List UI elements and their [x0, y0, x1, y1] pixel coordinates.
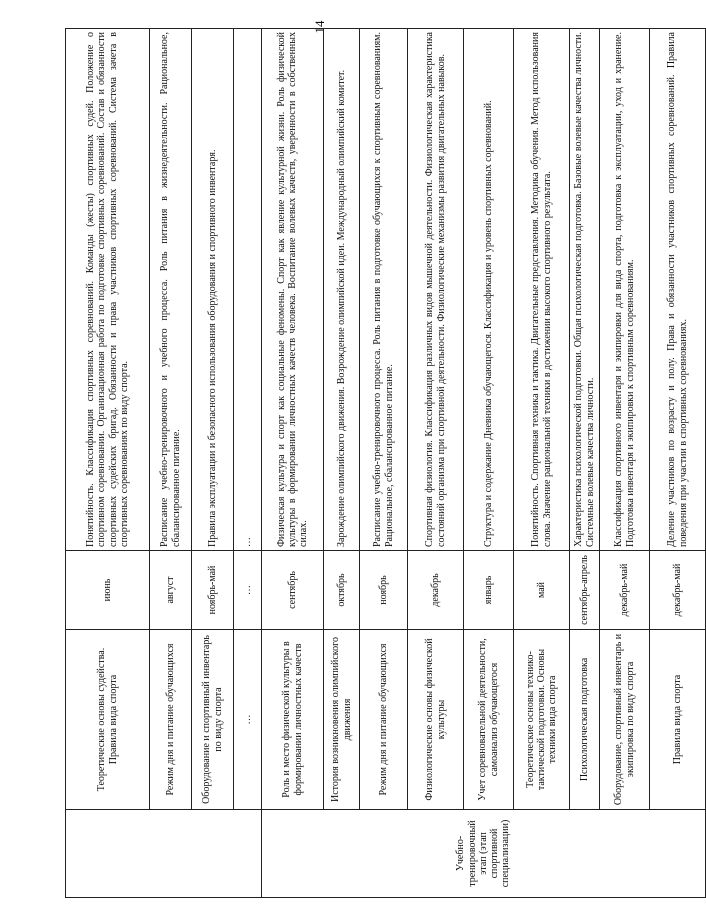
content-cell: Характеристика психологической подготовки. Общая психологическая подготовка. Базовые волевые качества личности. Системные волевые качества личности.: [570, 29, 600, 551]
topic-cell: Учет соревновательной деятельности, самоанализ обучающегося: [464, 630, 514, 810]
table-row: [192, 29, 234, 898]
topic-cell: История возникновения олимпийского движения: [324, 630, 360, 810]
table-row: [360, 29, 408, 898]
content-cell: Расписание учебно-тренировочного процесса. Роль питания в подготовке обучающихся к спортивным соревнованиям. Рациональное, сбалансированное питание.: [360, 29, 408, 551]
table-row: [570, 29, 600, 898]
content-cell: Правила эксплуатации и безопасного использования оборудования и спортивного инвентаря.: [192, 29, 234, 551]
content-cell: Классификация спортивного инвентаря и экипировки для вида спорта, подготовка к эксплуатации, уход и хранение. Подготовка инвентаря и экипировки к спортивным соревнованиям.: [600, 29, 650, 551]
content-cell: Расписание учебно-тренировочного и учебного процесса. Роль питания в жизнедеятельности. Рациональное, сбалансированное питание.: [150, 29, 192, 551]
content-cell: Спортивная физиология. Классификация различных видов мышечной деятельности. Физиологическая характеристика состояний организма при спортивной деятельности. Физиологические механизмы развития двигательных навыков.: [408, 29, 464, 551]
topic-cell: …: [234, 630, 262, 810]
table-row: [600, 29, 650, 898]
topic-cell: Режим дня и питание обучающихся: [360, 630, 408, 810]
page-number: 14: [312, 20, 327, 34]
table-row: [66, 29, 150, 898]
content-cell: …: [234, 29, 262, 551]
table-row: [262, 29, 324, 898]
content-cell: Деление участников по возрасту и полу. Права и обязанности участников спортивных соревнований. Правила поведения при участии в спортивных соревнованиях.: [650, 29, 706, 551]
topic-cell: Теоретические основы технико-тактической подготовки. Основы техники вида спорта: [514, 630, 570, 810]
month-cell: декабрь-май: [600, 551, 650, 630]
table-row: [324, 29, 360, 898]
month-cell: январь: [464, 551, 514, 630]
stage-cell: Учебно-тренировочный этап (этап спортивной специализации): [262, 810, 706, 898]
topic-cell: Оборудование, спортивный инвентарь и экипировка по виду спорта: [600, 630, 650, 810]
month-cell: сентябрь-апрель: [570, 551, 600, 630]
month-cell: октябрь: [324, 551, 360, 630]
month-cell: июнь: [66, 551, 150, 630]
topic-cell: Физиологические основы физической культуры: [408, 630, 464, 810]
month-cell: август: [150, 551, 192, 630]
content-cell: Структура и содержание Дневника обучающегося. Классификация и уровень спортивных соревнований.: [464, 29, 514, 551]
content-cell: Понятийность. Классификация спортивных соревнований. Команды (жесты) спортивных судей. Положение о спортивном соревновании. Организационная работа по подготовке спортивных соревнований. Состав и обязанности спортивных судейских бригад. Обязанности и права участников спортивных соревнований. Система зачета в спортивных соревнованиях по виду спорта.: [66, 29, 150, 551]
topic-cell: Роль и место физической культуры в формировании личностных качеств: [262, 630, 324, 810]
theory-plan-table: [65, 28, 706, 898]
month-cell: декабрь: [408, 551, 464, 630]
topic-cell: Психологическая подготовка: [570, 630, 600, 810]
table-row: [150, 29, 192, 898]
month-cell: …: [234, 551, 262, 630]
table-row: [408, 29, 464, 898]
month-cell: ноябрь-май: [192, 551, 234, 630]
table-row: [464, 29, 514, 898]
topic-cell: Оборудование и спортивный инвентарь по виду спорта: [192, 630, 234, 810]
topic-cell: Режим дня и питание обучающихся: [150, 630, 192, 810]
document-table-rotated: [65, 29, 689, 898]
topic-cell: Правила вида спорта: [650, 630, 706, 810]
month-cell: май: [514, 551, 570, 630]
content-cell: Понятийность. Спортивная техника и тактика. Двигательные представления. Методика обучения. Метод использования слова. Значение рациональной техники в достижении высокого спортивного результата.: [514, 29, 570, 551]
content-cell: Физическая культура и спорт как социальные феномены. Спорт как явление культурной жизни. Роль физической культуры в формировании личностных качеств человека. Воспитание волевых качеств, уверенности в собственных силах.: [262, 29, 324, 551]
month-cell: декабрь-май: [650, 551, 706, 630]
topic-cell: Теоретические основы судейства. Правила вида спорта: [66, 630, 150, 810]
month-cell: ноябрь: [360, 551, 408, 630]
table-row: [514, 29, 570, 898]
table-row: [234, 29, 262, 898]
month-cell: сентябрь: [262, 551, 324, 630]
stage-cell-blank: [66, 810, 262, 898]
table-row: [650, 29, 706, 898]
content-cell: Зарождение олимпийского движения. Возрождение олимпийской идеи. Международный олимпийский комитет.: [324, 29, 360, 551]
